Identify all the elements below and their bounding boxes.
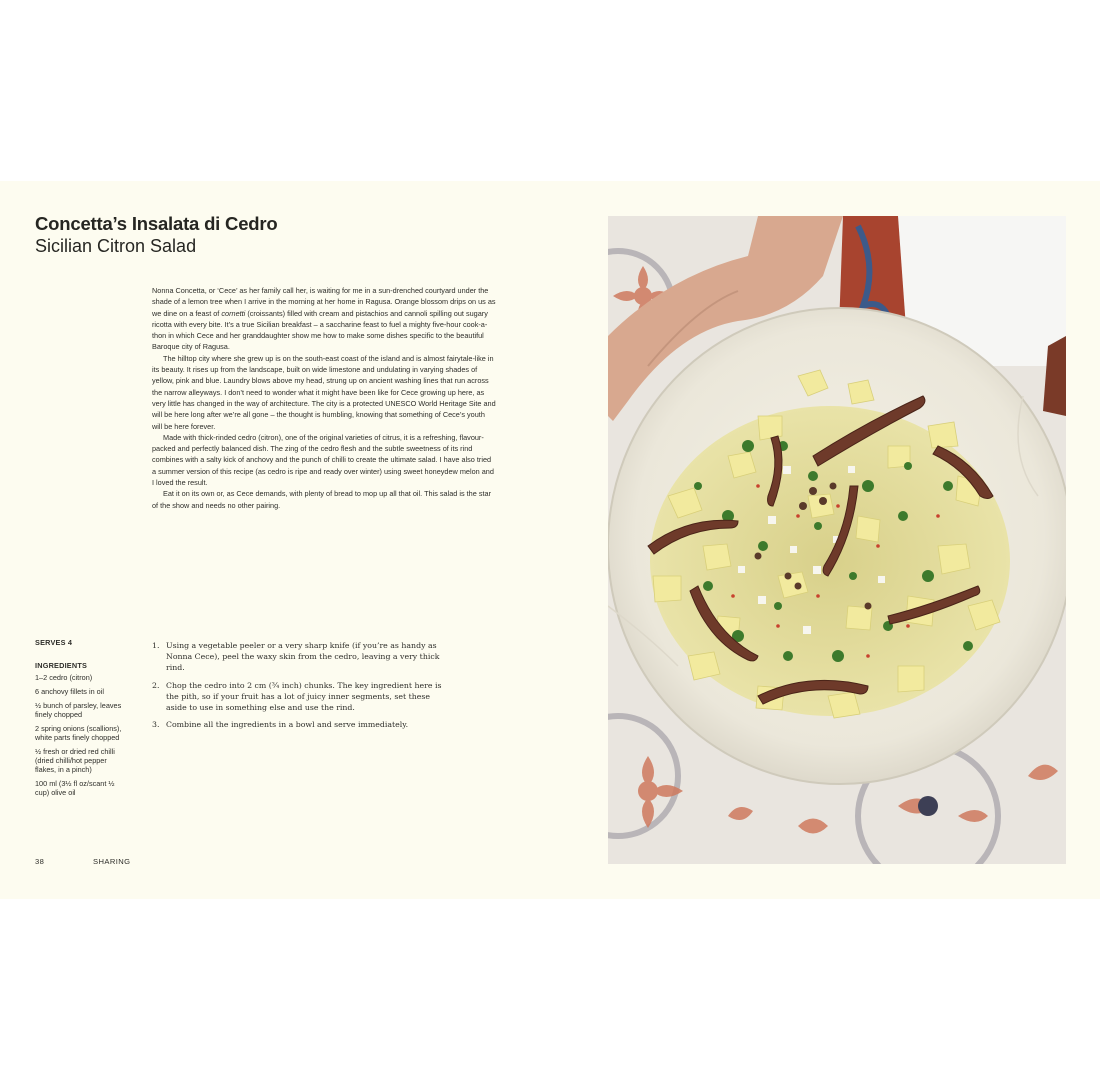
method-step <box>152 640 442 674</box>
method-steps <box>152 640 442 736</box>
method-step <box>152 680 442 714</box>
ingredient-item: 6 anchovy fillets in oil <box>35 687 104 697</box>
step-text: Using a vegetable peeler or a very sharp knife (if you’re as handy as Nonna Cece), peel the waxy skin from the cedro, leaving a very thick rind. <box>166 641 440 673</box>
intro-paragraph-3: Made with thick-rinded cedro (citron), one of the original varieties of citrus, it is a refreshing, flavour-packed and perfectly balanced dish. The zing of the cedro flesh and the subtle sweetness of its rind combines with a salty kick of anchovy and the punch of chilli to create the ultimate salad. I have also tried a summer version of this recipe (as cedro is ripe and ready over winter) using sweet honeydew melon and I loved the result. <box>152 432 494 488</box>
recipe-subtitle: Sicilian Citron Salad <box>35 236 197 256</box>
section-name: SHARING <box>93 857 131 866</box>
ingredients-list <box>35 673 125 797</box>
book-spread <box>0 181 1100 899</box>
page-number: 38 <box>35 857 45 866</box>
step-number: 2. <box>152 680 160 690</box>
ingredient-item: ½ bunch of parsley, leaves finely chopped <box>35 700 122 720</box>
salad-photo-illustration <box>608 216 1066 864</box>
ingredients-heading: INGREDIENTS <box>35 661 88 671</box>
recipe-title: Concetta’s Insalata di Cedro <box>35 213 278 234</box>
intro-paragraph-4: Eat it on its own or, as Cece demands, with plenty of bread to mop up all that oil. This salad is the star of the show and needs no other pairing. <box>152 489 491 510</box>
step-number: 3. <box>152 720 160 730</box>
ingredient-item: 100 ml (3½ fl oz/scant ½ cup) olive oil <box>35 778 115 797</box>
intro-paragraph-2: The hilltop city where she grew up is on the south-east coast of the island and is almost fairytale-like in its beauty. It rises up from the landscape, built on wide limestone and undulating in varying shades of yellow, pink and blue. Laundry blows above my head, strung up on ancient washing lines that run across the narrow alleyways. I don’t need to wonder what it might have been like for Cece growing up here, as very little has changed in the way of architecture. The city is a protected UNESCO World Heritage Site and will be here long after we’re all gone – the thought is humbling, knowing that something of Cece’s youth will be here forever. <box>152 353 496 431</box>
step-text: Combine all the ingredients in a bowl and serve immediately. <box>166 720 409 730</box>
step-text: Chop the cedro into 2 cm (¾ inch) chunks. The key ingredient here is the pith, so if your fruit has a lot of juicy inner segments, set these aside to use in something else and use the rind. <box>166 680 442 713</box>
intro-text <box>152 285 497 511</box>
ingredient-item: ½ fresh or dried red chilli (dried chilli/hot pepper flakes, in a pinch) <box>35 746 115 775</box>
salad-photo <box>608 216 1066 864</box>
intro-paragraph-1: Nonna Concetta, or ‘Cece’ as her family call her, is waiting for me in a sun-drenched courtyard under the shade of a lemon tree when I arrive in the morning at her home in Ragusa. Orange blossom drips on us as we dine on a feast of cornetti (croissants) filled with cream and pistachios and cannoli spilling out sugary ricotta with every bite. It’s a true Sicilian breakfast – a saccharine feast to fuel a mighty five-hour cook-a-thon in which Cece and her granddaughter show me how to make some dishes specific to the beautiful Baroque city of Ragusa. <box>152 286 496 352</box>
method-step <box>152 719 442 730</box>
ingredient-item: 2 spring onions (scallions), white parts finely chopped <box>35 723 122 742</box>
serves-label: SERVES 4 <box>35 638 73 647</box>
ingredient-item: 1–2 cedro (citron) <box>35 673 93 683</box>
step-number: 1. <box>152 641 160 650</box>
recipe-meta <box>35 638 125 802</box>
